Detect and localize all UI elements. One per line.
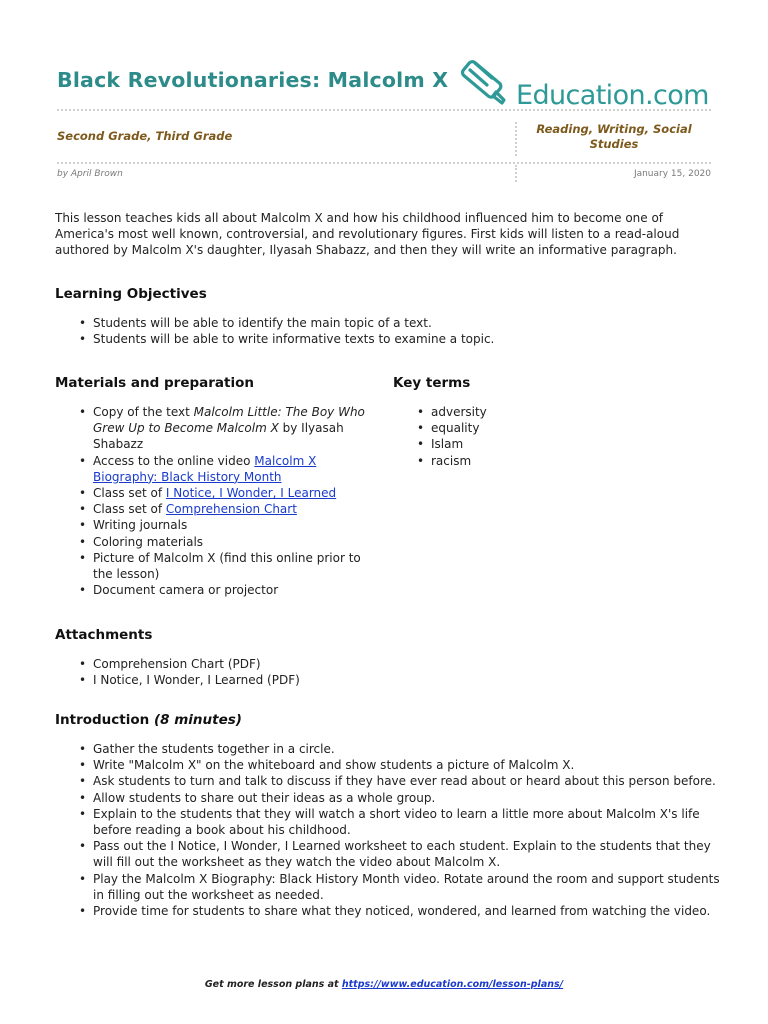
pencil-logo-icon xyxy=(456,56,512,108)
introduction-heading xyxy=(55,712,242,728)
lesson-summary: This lesson teaches kids all about Malcolm X and how his childhood influenced him to become one of America's most well known, controversial, and revolutionary figures. First kids will listen to a read-aloud authored by Malcolm X's daughter, Ilyasah Shabazz, and then they will write an informative paragraph. xyxy=(55,211,680,258)
page-title: Black Revolutionaries: Malcolm X xyxy=(57,68,449,92)
list-item: • equality xyxy=(393,420,693,436)
list-item: • Write "Malcolm X" on the whiteboard and show students a picture of Malcolm X. xyxy=(55,757,720,773)
footer xyxy=(0,979,768,990)
list-item xyxy=(55,485,370,501)
lesson-plans-link[interactable]: https://www.education.com/lesson-plans/ xyxy=(341,979,564,990)
list-item xyxy=(55,404,370,453)
list-item-text: Class set of xyxy=(93,502,166,517)
section-title: Introduction xyxy=(55,712,150,728)
worksheet-link[interactable]: I Notice, I Wonder, I Learned xyxy=(165,486,337,501)
list-item: • Writing journals xyxy=(55,517,370,533)
list-item: • I Notice, I Wonder, I Learned (PDF) xyxy=(55,672,715,688)
video-link[interactable]: Malcolm X Biography: Black History Month xyxy=(93,453,317,484)
footer-text: Get more lesson plans at xyxy=(204,979,342,990)
list-item-text: Access to the online video xyxy=(93,453,255,468)
materials-list xyxy=(55,404,370,598)
list-item: • adversity xyxy=(393,404,693,420)
list-item: • Explain to the students that they will watch a short video to learn a little more about Malcolm X's life before reading a book about his childhood. xyxy=(55,806,720,838)
list-item: • Comprehension Chart (PDF) xyxy=(55,656,715,672)
list-item-text: Class set of xyxy=(93,486,166,501)
logo-text: Education.com xyxy=(516,80,709,111)
section-duration: (8 minutes) xyxy=(153,712,242,728)
attachments-heading: Attachments xyxy=(55,627,153,643)
learning-objectives-list xyxy=(55,315,715,347)
key-terms-list xyxy=(393,404,693,469)
list-item: • Students will be able to write informative texts to examine a topic. xyxy=(55,331,715,347)
list-item-text: by Ilyasah Shabazz xyxy=(93,421,344,452)
list-item: • Ask students to turn and talk to discuss if they have ever read about or heard about this person before. xyxy=(55,773,720,789)
chart-link[interactable]: Comprehension Chart xyxy=(165,502,297,517)
list-item: • racism xyxy=(393,453,693,469)
date: January 15, 2020 xyxy=(633,169,711,179)
divider xyxy=(515,122,517,156)
author: by April Brown xyxy=(57,169,123,179)
list-item: • Allow students to share out their ideas as a whole group. xyxy=(55,790,720,806)
attachments-list xyxy=(55,656,715,688)
list-item: • Students will be able to identify the main topic of a text. xyxy=(55,315,715,331)
grade-level: Second Grade, Third Grade xyxy=(57,129,233,143)
list-item: • Document camera or projector xyxy=(55,582,370,598)
list-item: • Pass out the I Notice, I Wonder, I Learned worksheet to each student. Explain to the students that they will fill out the worksheet as they watch the video about Malcolm X. xyxy=(55,838,720,870)
materials-heading: Materials and preparation xyxy=(55,375,254,391)
list-item xyxy=(55,501,370,517)
learning-objectives-heading: Learning Objectives xyxy=(55,286,207,302)
key-terms-heading: Key terms xyxy=(393,375,471,391)
subjects: Reading, Writing, Social Studies xyxy=(536,122,692,151)
education-logo[interactable] xyxy=(456,56,716,114)
list-item: • Islam xyxy=(393,436,693,452)
list-item: • Gather the students together in a circle. xyxy=(55,741,720,757)
list-item-text: Copy of the text xyxy=(93,405,194,419)
divider xyxy=(57,109,711,111)
divider xyxy=(57,162,711,164)
introduction-list xyxy=(55,741,720,919)
list-item: • Play the Malcolm X Biography: Black History Month video. Rotate around the room and support students in filling out the worksheet as needed. xyxy=(55,871,720,903)
list-item: • Coloring materials xyxy=(55,534,370,550)
book-title: Malcolm Little: The Boy Who Grew Up to Become Malcolm X xyxy=(93,405,365,436)
list-item: • Provide time for students to share what they noticed, wondered, and learned from watching the video. xyxy=(55,903,720,919)
list-item: • Picture of Malcolm X (find this online prior to the lesson) xyxy=(55,550,370,582)
list-item xyxy=(55,453,370,485)
divider xyxy=(515,165,517,182)
